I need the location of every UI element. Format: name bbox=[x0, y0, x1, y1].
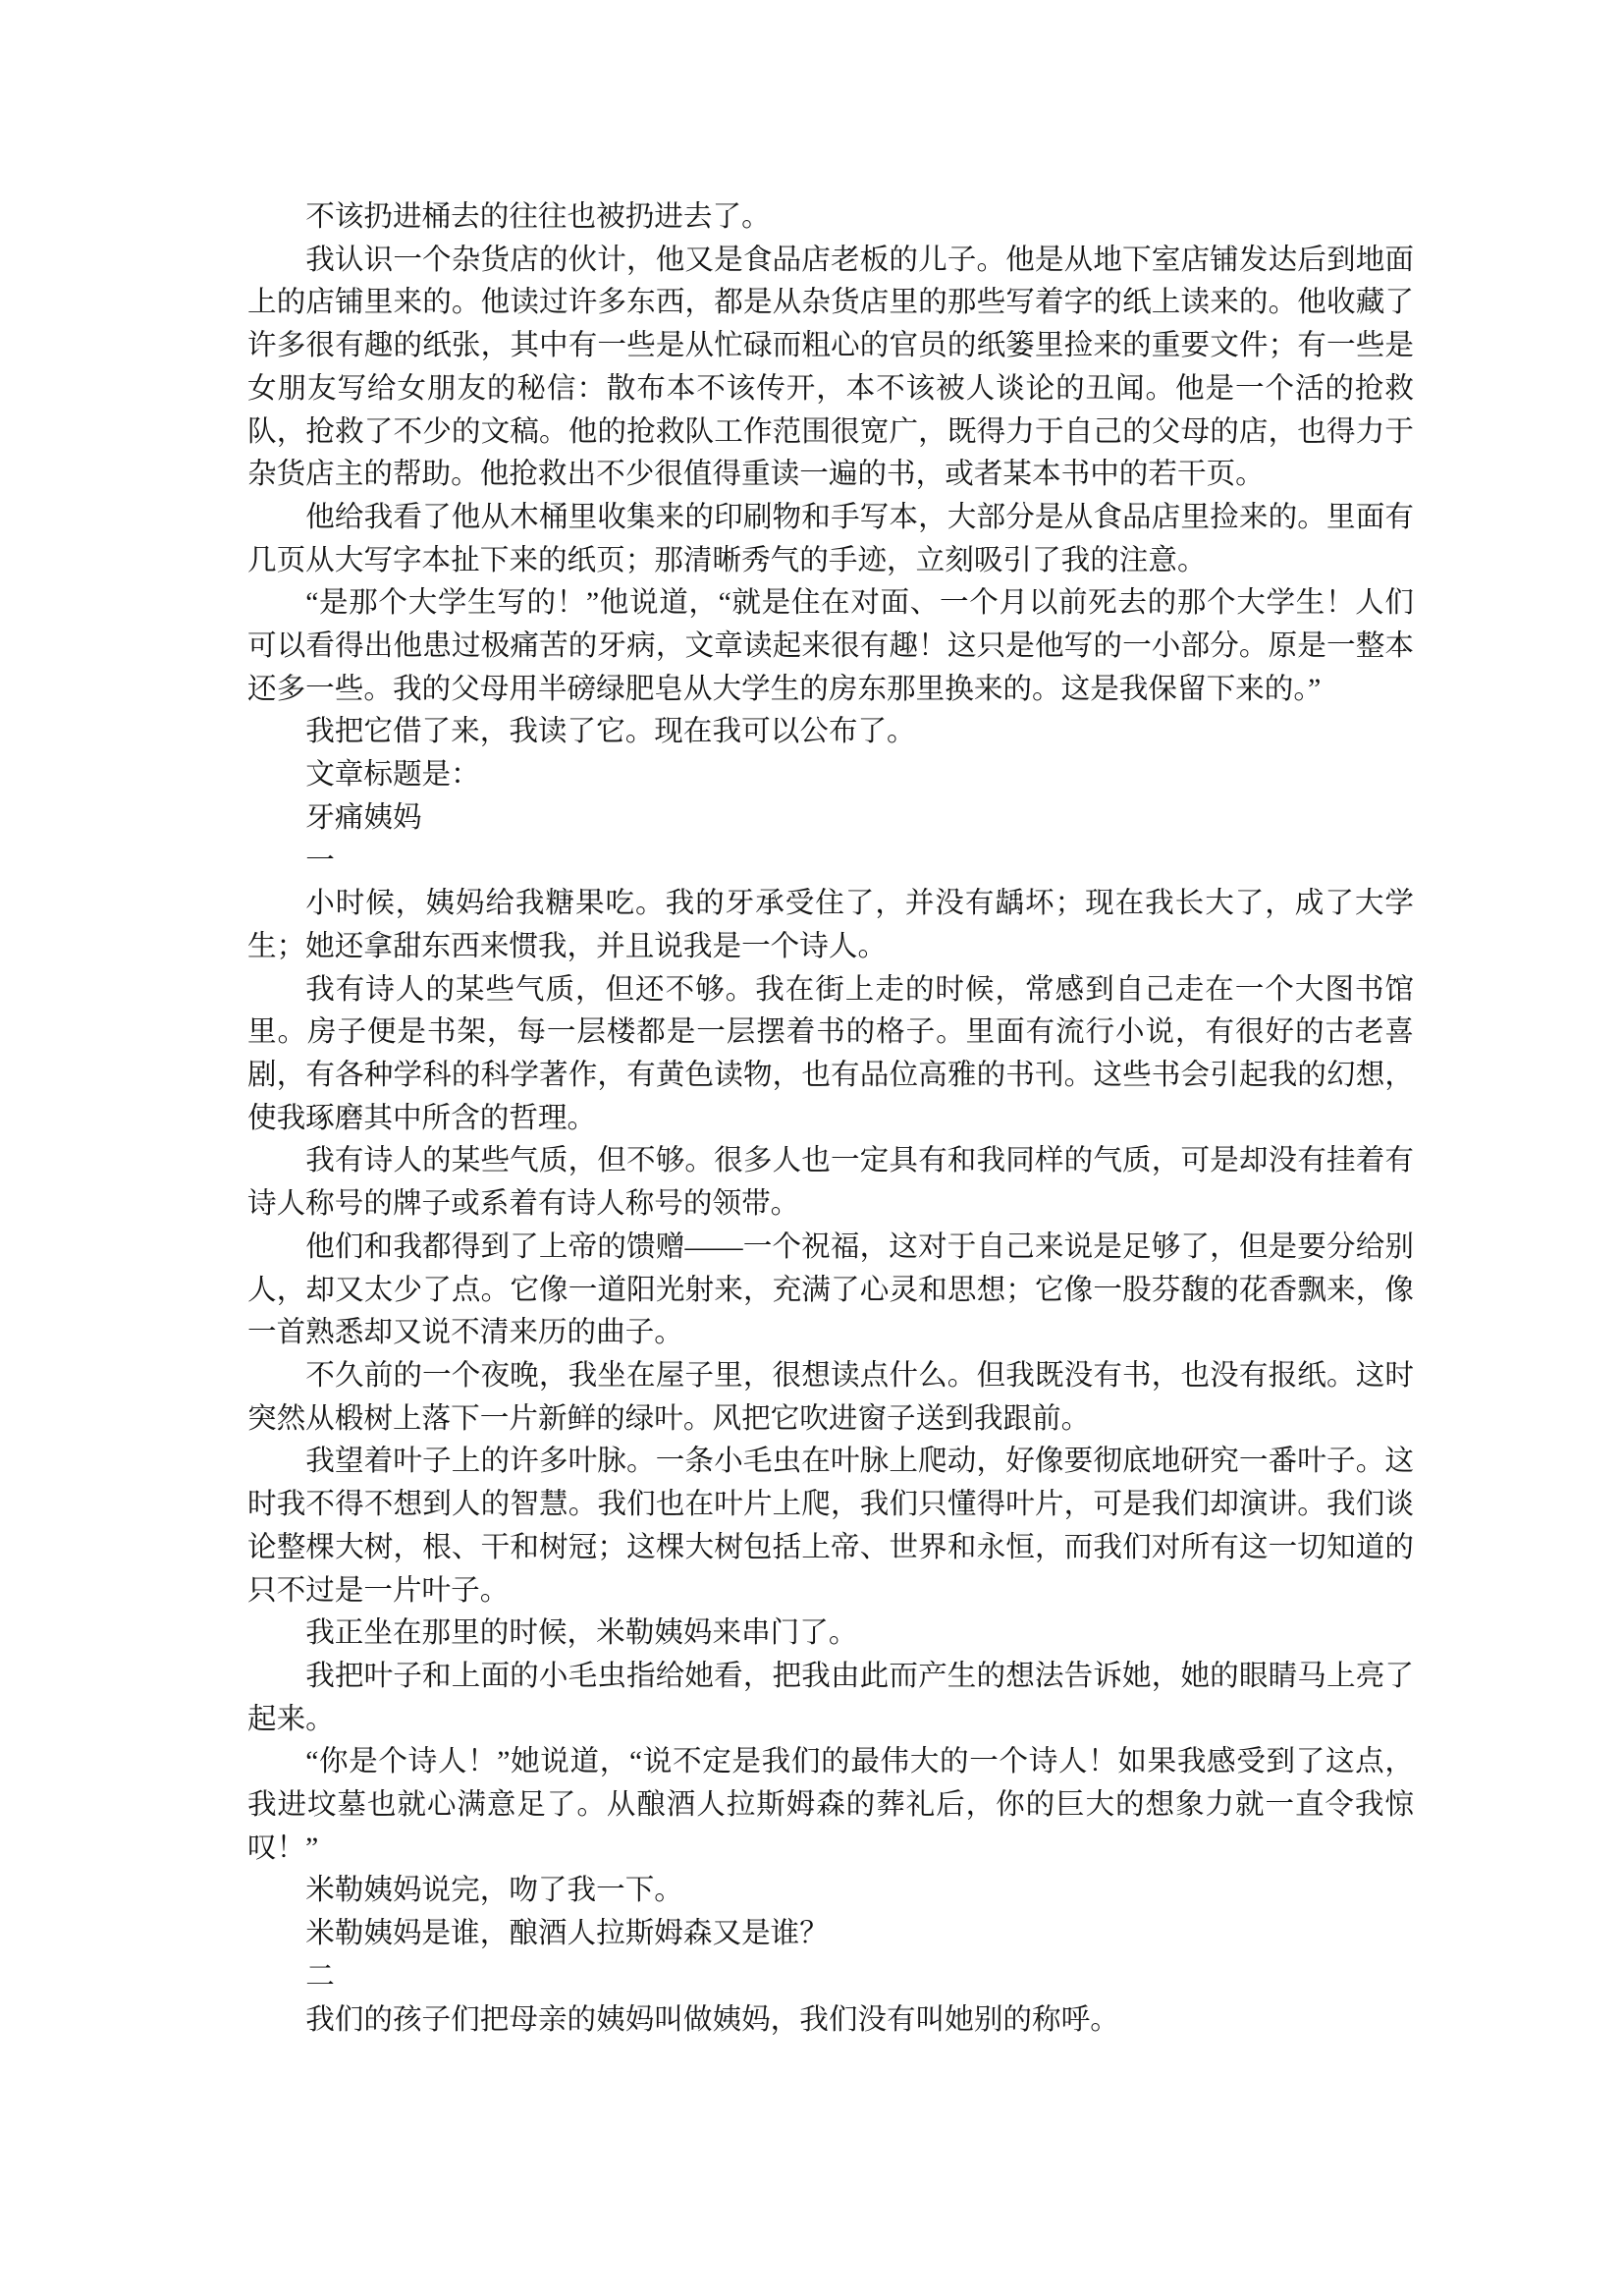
paragraph: “你是个诗人！”她说道，“说不定是我们的最伟大的一个诗人！如果我感受到了这点，我进坟墓也就心满意足了。从酿酒人拉斯姆森的葬礼后，你的巨大的想象力就一直令我惊叹！” bbox=[247, 1746, 1414, 1864]
paragraph: 不久前的一个夜晚，我坐在屋子里，很想读点什么。但我既没有书，也没有报纸。这时突然从椴树上落下一片新鲜的绿叶。风把它吹进窗子送到我跟前。 bbox=[247, 1359, 1414, 1435]
paragraph: 我望着叶子上的许多叶脉。一条小毛虫在叶脉上爬动，好像要彻底地研究一番叶子。这时我不得不想到人的智慧。我们也在叶片上爬，我们只懂得叶片，可是我们却演讲。我们谈论整棵大树，根、干和树冠；这棵大树包括上帝、世界和永恒，而我们对所有这一切知道的只不过是一片叶子。 bbox=[247, 1446, 1414, 1607]
paragraph: 我认识一个杂货店的伙计，他又是食品店老板的儿子。他是从地下室店铺发达后到地面上的店铺里来的。他读过许多东西，都是从杂货店里的那些写着字的纸上读来的。他收藏了许多很有趣的纸张，其中有一些是从忙碌而粗心的官员的纸篓里捡来的重要文件；有一些是女朋友写给女朋友的秘信：散布本不该传开，本不该被人谈论的丑闻。他是一个活的抢救队，抢救了不少的文稿。他的抢救队工作范围很宽广，既得力于自己的父母的店，也得力于杂货店主的帮助。他抢救出不少很值得重读一遍的书，或者某本书中的若干页。 bbox=[247, 244, 1414, 491]
paragraph: “是那个大学生写的！”他说道，“就是住在对面、一个月以前死去的那个大学生！人们可以看得出他患过极痛苦的牙病，文章读起来很有趣！这只是他写的一小部分。原是一整本还多一些。我的父母用半磅绿肥皂从大学生的房东那里换来的。这是我保留下来的。” bbox=[247, 587, 1414, 705]
story-title: 牙痛姨妈 bbox=[305, 801, 422, 834]
paragraph: 不该扔进桶去的往往也被扔进去了。 bbox=[305, 201, 771, 233]
paragraph: 他们和我都得到了上帝的馈赠——一个祝福，这对于自己来说是足够了，但是要分给别人，却又太少了点。它像一道阳光射来，充满了心灵和思想；它像一股芬馥的花香飘来，像一首熟悉却又说不清来历的曲子。 bbox=[247, 1230, 1414, 1349]
paragraph: 我把叶子和上面的小毛虫指给她看，把我由此而产生的想法告诉她，她的眼睛马上亮了起来。 bbox=[247, 1660, 1414, 1735]
paragraph: 我有诗人的某些气质，但还不够。我在街上走的时候，常感到自己走在一个大图书馆里。房子便是书架，每一层楼都是一层摆着书的格子。里面有流行小说，有很好的古老喜剧，有各种学科的科学著作，有黄色读物，也有品位高雅的书刊。这些书会引起我的幻想，使我琢磨其中所含的哲理。 bbox=[247, 973, 1414, 1134]
section-marker: 一 bbox=[305, 845, 335, 877]
paragraph: 米勒姨妈是谁，酿酒人拉斯姆森又是谁？ bbox=[305, 1918, 829, 1950]
paragraph: 米勒姨妈说完，吻了我一下。 bbox=[305, 1875, 683, 1907]
section-marker: 二 bbox=[305, 1960, 335, 1993]
paragraph: 小时候，姨妈给我糖果吃。我的牙承受住了，并没有龋坏；现在我长大了，成了大学生；她还拿甜东西来惯我，并且说我是一个诗人。 bbox=[247, 888, 1414, 962]
paragraph: 我有诗人的某些气质，但不够。很多人也一定具有和我同样的气质，可是却没有挂着有诗人称号的牌子或系着有诗人称号的领带。 bbox=[247, 1145, 1414, 1221]
paragraph: 文章标题是： bbox=[305, 759, 480, 792]
paragraph: 我正坐在那里的时候，米勒姨妈来串门了。 bbox=[305, 1617, 858, 1650]
paragraph: 他给我看了他从木桶里收集来的印刷物和手写本，大部分是从食品店里捡来的。里面有几页从大写字本扯下来的纸页；那清晰秀气的手迹，立刻吸引了我的注意。 bbox=[247, 501, 1414, 576]
paragraph: 我们的孩子们把母亲的姨妈叫做姨妈，我们没有叫她别的称呼。 bbox=[305, 2003, 1119, 2036]
paragraph: 我把它借了来，我读了它。现在我可以公布了。 bbox=[305, 716, 916, 748]
story-text-block bbox=[247, 196, 1414, 2042]
